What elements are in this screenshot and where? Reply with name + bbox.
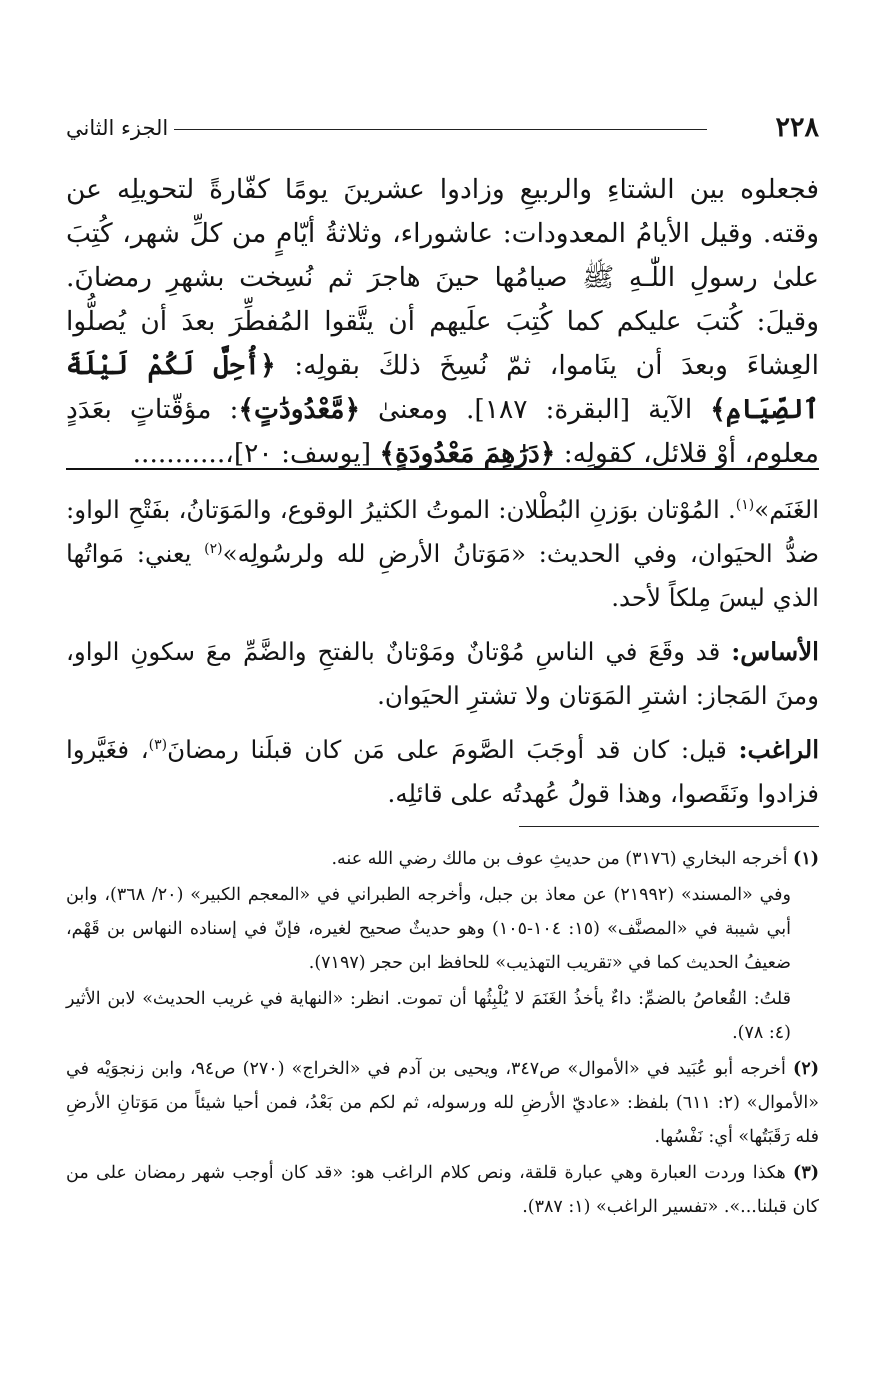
commentary-text: قد وقَعَ في الناسِ مُوْتانٌ ومَوْتانٌ بالفتحِ والضَّمِّ معَ سكونِ الواو، ومنَ المَجاز: اشترِ المَوَتان ولا تشترِ الحيَوان. — [66, 637, 819, 710]
commentary-text: . المُوْتان بوَزنِ البُطْلان: الموتُ الكثيرُ الوقوع، والمَوَتانُ، بفَتْحِ الواو: ضدُّ الحيَوان، وفي الحديث: «مَوَتانُ الأرضِ لله ولرسُولِه» — [66, 495, 820, 568]
header-rule — [174, 129, 707, 130]
main-text — [66, 168, 819, 476]
main-text-part-3: : مؤقّتاتٍ بعَدَدٍ معلوم، أوْ قلائل، كقولِه: — [66, 394, 819, 469]
text-separator — [66, 468, 819, 470]
running-title: الجزء الثاني — [66, 116, 169, 140]
commentary — [66, 488, 819, 826]
commentary-paragraph-3 — [66, 728, 819, 816]
footnote-1-note: قلتُ: القُعاصُ بالضمِّ: داءٌ يأخذُ الغَنَمَ لا يُلْبِثُها أن تموت. انظر: «النهاية في غريب الحديث» لابن الأثير (٤: ٧٨). — [66, 989, 791, 1043]
footnote-3 — [66, 1156, 819, 1224]
quran-quote-3: ﴿دَرَٰهِمَ مَعْدُودَةٍ﴾ — [379, 438, 556, 469]
footnote-2 — [66, 1052, 819, 1154]
footnote-text: هكذا وردت العبارة وهي عبارة قلقة، ونص كلام الراغب هو: «قد كان أوجب شهر رمضان على من كان قبلنا...». «تفسير الراغب» (١: ٣٨٧). — [66, 1163, 819, 1217]
footnote-separator — [519, 826, 819, 827]
footnote-number: (٣) — [793, 1163, 819, 1183]
footnote-ref-2: (٢) — [204, 540, 223, 557]
source-label-raghib: الراغب: — [738, 735, 819, 764]
commentary-text: الغَنَم» — [754, 495, 819, 524]
quran-quote-1: ﴿أُحِلَّ لَكُمْ لَيْلَةَ ٱلصِّيَامِ﴾ — [66, 350, 819, 425]
page-number: ٢٢٨ — [775, 112, 819, 143]
quran-quote-2: ﴿مَّعْدُودَٰتٍ﴾ — [238, 394, 360, 425]
footnote-1 — [66, 842, 819, 876]
footnote-number: (١) — [793, 849, 819, 869]
commentary-text: قيل: كان قد أوجَبَ الصَّومَ على مَن كان قبلَنا رمضانَ — [167, 735, 739, 764]
footnote-1-continuation: وفي «المسند» (٢١٩٩٢) عن معاذ بن جبل، وأخرجه الطبراني في «المعجم الكبير» (٢٠/ ٣٦٨)، وابن أبي شيبة في «المصنَّف» (١٥: ١٠٤-١٠٥) وهو حديثٌ صحيح لغيره، فإنّ في إسناده النهاس بن قَهْم، ضعيفُ الحديث كما في «تقريب التهذيب» للحافظ ابن حجر (٧١٩٧). — [66, 885, 791, 973]
footnotes — [66, 842, 819, 1226]
footnote-ref-1: (١) — [735, 496, 755, 513]
commentary-text: ، فغَيَّروا فزادوا ونَقَصوا، وهذا قولُ عُهدتُه على قائلِه. — [66, 735, 819, 808]
footnote-ref-3: (٣) — [148, 736, 168, 753]
footnote-text: أخرجه أبو عُبَيد في «الأموال» ص٣٤٧، ويحيى بن آدم في «الخراج» (٢٧٠) ص٩٤، وابن زنجوَيْه في «الأموال» (٢: ٦١١) بلفظ: «عاديّ الأرضِ لله ورسوله، ثم لكم من بَعْدُ، فمن أحيا شيئاً من مَوَتانِ الأرضِ فله رَقَبَتُها» أي: نَفْسُها. — [66, 1059, 819, 1147]
source-label-asas: الأساس: — [731, 637, 819, 666]
main-text-part-1: فجعلوه بين الشتاءِ والربيعِ وزادوا عشرينَ يومًا كفّارةً لتحويلِه عن وقته. وقيل الأيامُ المعدودات: عاشوراء، وثلاثةُ أيّامٍ من كلِّ شهر، كُتِبَ علىٰ رسولِ اللّٰـهِ ﷺ صيامُها حينَ هاجرَ ثم نُسِخت بشهرِ رمضانَ. وقيلَ: كُتبَ عليكم كما كُتِبَ علَيهم أن يتَّقوا المُفطِّرَ بعدَ أن يُصلُّوا العِشاءَ وبعدَ أن ينَاموا، ثمّ نُسِخَ ذلكَ بقولِه: — [66, 174, 819, 381]
footnote-text: أخرجه البخاري (٣١٧٦) من حديثِ عوف بن مالك رضي الله عنه. — [331, 849, 794, 869]
main-paragraph — [66, 168, 819, 476]
main-text-part-2: الآية [البقرة: ١٨٧]. ومعنىٰ — [359, 394, 711, 425]
main-text-part-4: [يوسف: ٢٠]،........... — [132, 438, 380, 469]
commentary-text: يعني: مَواتُها الذي ليسَ مِلكاً لأحد. — [66, 539, 819, 612]
commentary-paragraph-1 — [66, 488, 819, 620]
page-header — [66, 110, 819, 150]
commentary-paragraph-2 — [66, 630, 819, 718]
footnote-number: (٢) — [793, 1059, 819, 1079]
